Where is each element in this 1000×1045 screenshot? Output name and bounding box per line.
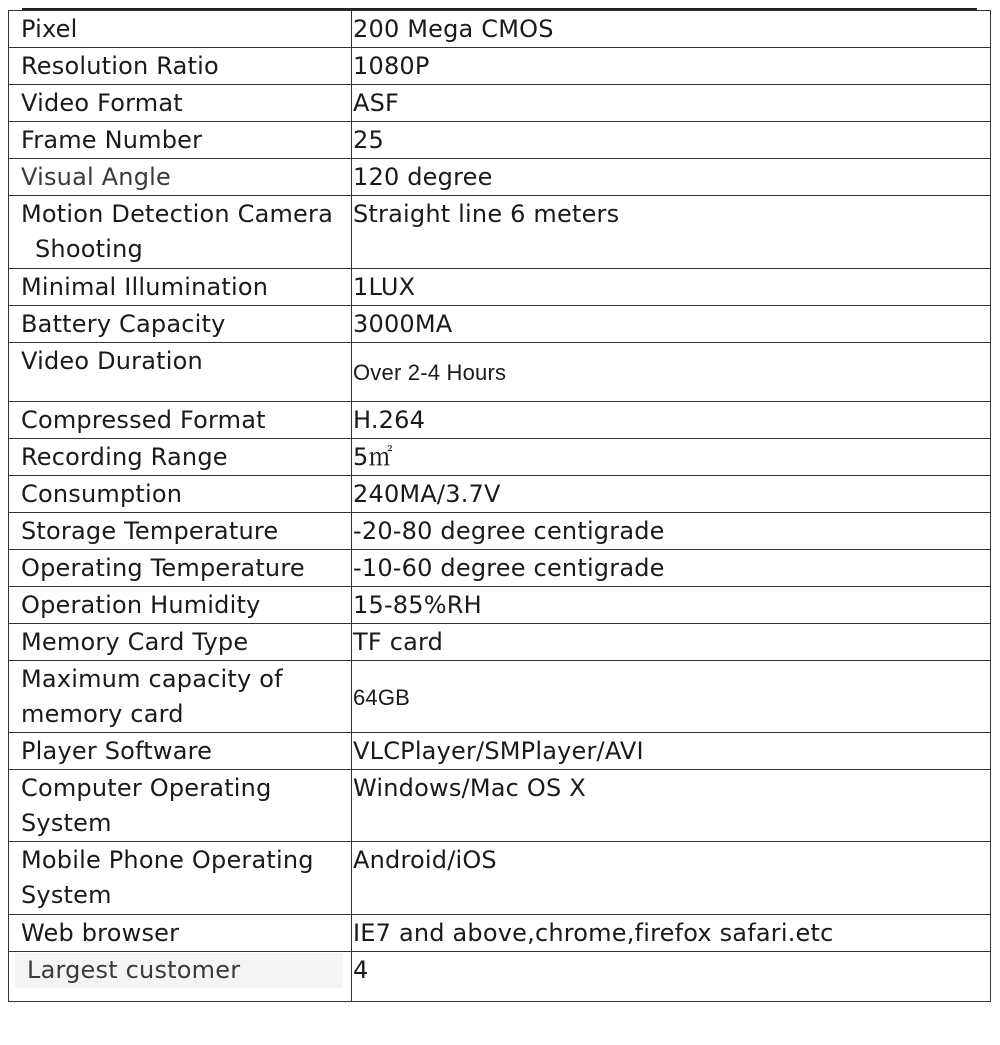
spec-value: H.264 — [352, 402, 991, 439]
spec-value: -20-80 degree centigrade — [352, 513, 991, 550]
spec-table — [8, 10, 991, 1002]
spec-label-line: Computer Operating — [21, 774, 272, 802]
spec-value: TF card — [352, 624, 991, 661]
spec-label: Video Format — [9, 85, 352, 122]
spec-label: Visual Angle — [9, 159, 352, 196]
spec-label-line: Shooting — [35, 235, 143, 263]
table-row — [9, 915, 991, 952]
spec-value: IE7 and above,chrome,firefox safari.etc — [352, 915, 991, 952]
table-row — [9, 550, 991, 587]
spec-label — [9, 842, 352, 915]
spec-label: Minimal Illumination — [9, 269, 352, 306]
spec-value: 3000MA — [352, 306, 991, 343]
table-row — [9, 48, 991, 85]
spec-value: 4 — [352, 952, 991, 1002]
table-row — [9, 587, 991, 624]
spec-label: Operation Humidity — [9, 587, 352, 624]
table-row — [9, 122, 991, 159]
spec-value: Straight line 6 meters — [352, 196, 991, 269]
table-row — [9, 770, 991, 842]
table-row — [9, 11, 991, 48]
spec-label-line: System — [21, 881, 112, 909]
table-row — [9, 842, 991, 915]
spec-label: Resolution Ratio — [9, 48, 352, 85]
table-row — [9, 306, 991, 343]
spec-label: Battery Capacity — [9, 306, 352, 343]
spec-value: 1080P — [352, 48, 991, 85]
spec-value: 1LUX — [352, 269, 991, 306]
table-row — [9, 402, 991, 439]
spec-value: 15-85%RH — [352, 587, 991, 624]
spec-value: 120 degree — [352, 159, 991, 196]
spec-label — [9, 661, 352, 733]
spec-label-line: System — [21, 809, 112, 837]
spec-label: Frame Number — [9, 122, 352, 159]
table-row — [9, 952, 991, 1002]
spec-label — [9, 770, 352, 842]
spec-label: Compressed Format — [9, 402, 352, 439]
spec-label-line: memory card — [21, 700, 184, 728]
spec-label: Web browser — [9, 915, 352, 952]
table-row — [9, 196, 991, 269]
spec-label — [9, 196, 352, 269]
table-row — [9, 269, 991, 306]
spec-label: Memory Card Type — [9, 624, 352, 661]
spec-label-line: Motion Detection Camera — [21, 200, 333, 228]
table-row — [9, 624, 991, 661]
table-row — [9, 439, 991, 476]
spec-label-text: Largest customer — [15, 953, 343, 988]
spec-value: Android/iOS — [352, 842, 991, 915]
table-row — [9, 513, 991, 550]
table-row — [9, 159, 991, 196]
table-row — [9, 661, 991, 733]
spec-value: -10-60 degree centigrade — [352, 550, 991, 587]
spec-label: Recording Range — [9, 439, 352, 476]
table-row — [9, 343, 991, 402]
table-row — [9, 733, 991, 770]
spec-label: Storage Temperature — [9, 513, 352, 550]
spec-label-line: Maximum capacity of — [21, 665, 283, 693]
spec-label: Pixel — [9, 11, 352, 48]
spec-value: VLCPlayer/SMPlayer/AVI — [352, 733, 991, 770]
spec-label-line: Mobile Phone Operating — [21, 846, 314, 874]
spec-value: Over 2-4 Hours — [352, 343, 991, 402]
spec-label: Player Software — [9, 733, 352, 770]
spec-label: Operating Temperature — [9, 550, 352, 587]
table-row — [9, 85, 991, 122]
spec-value: 25 — [352, 122, 991, 159]
spec-value: ASF — [352, 85, 991, 122]
spec-value: 200 Mega CMOS — [352, 11, 991, 48]
spec-value: Windows/Mac OS X — [352, 770, 991, 842]
spec-label: Video Duration — [9, 343, 352, 402]
spec-value: 5㎡ — [352, 439, 991, 476]
spec-label — [9, 952, 352, 1002]
table-row — [9, 476, 991, 513]
spec-value: 240MA/3.7V — [352, 476, 991, 513]
spec-value: 64GB — [352, 661, 991, 733]
spec-label: Consumption — [9, 476, 352, 513]
